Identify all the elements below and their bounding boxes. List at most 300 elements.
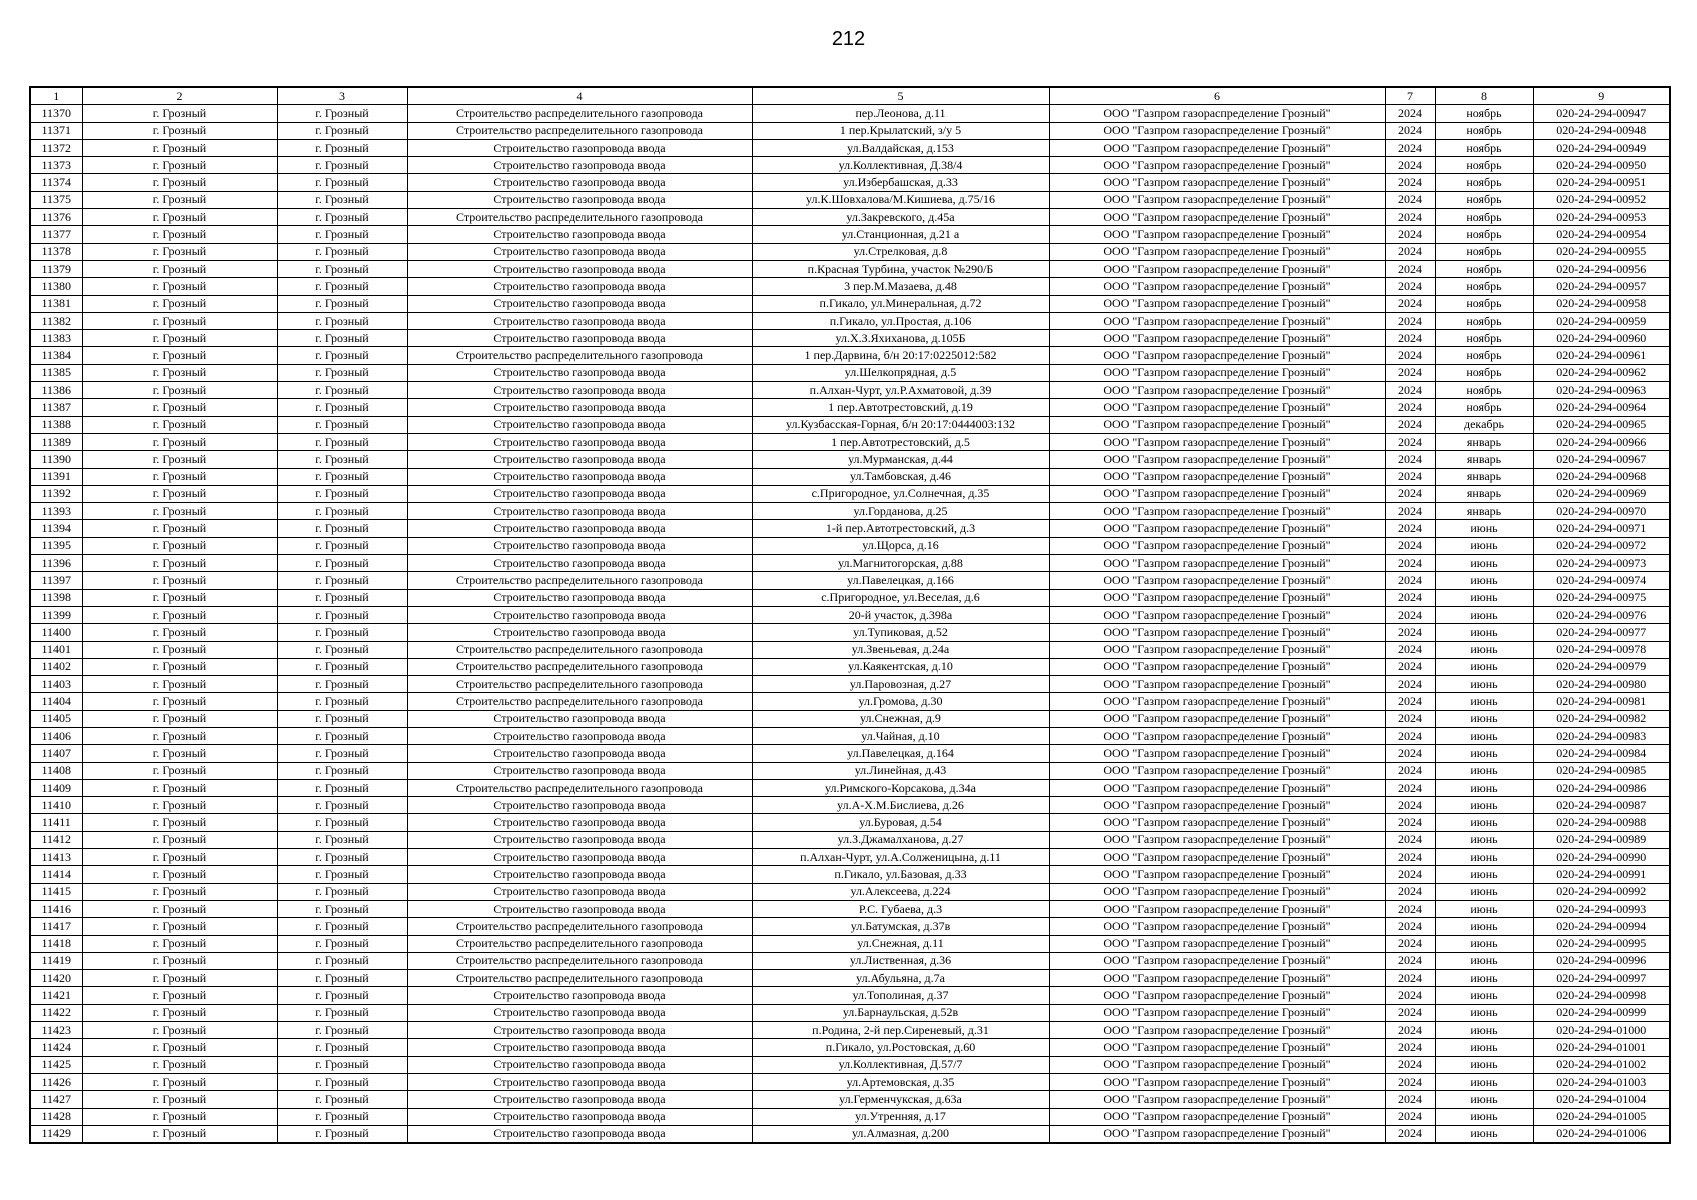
row-number-cell: 11429 [30, 1125, 82, 1143]
month-cell: июнь [1435, 1108, 1533, 1125]
row-number-cell: 11396 [30, 555, 82, 572]
organization-cell: ООО "Газпром газораспределение Грозный" [1049, 883, 1385, 900]
organization-cell: ООО "Газпром газораспределение Грозный" [1049, 797, 1385, 814]
registry-number-cell: 020-24-294-00977 [1533, 624, 1670, 641]
address-cell: ул.Павелецкая, д.166 [752, 572, 1049, 589]
organization-cell: ООО "Газпром газораспределение Грозный" [1049, 814, 1385, 831]
organization-cell: ООО "Газпром газораспределение Грозный" [1049, 589, 1385, 606]
region-cell: г. Грозный [82, 347, 277, 364]
city-cell: г. Грозный [277, 831, 407, 848]
city-cell: г. Грозный [277, 364, 407, 381]
organization-cell: ООО "Газпром газораспределение Грозный" [1049, 1039, 1385, 1056]
row-number-cell: 11382 [30, 312, 82, 329]
city-cell: г. Грозный [277, 935, 407, 952]
organization-cell: ООО "Газпром газораспределение Грозный" [1049, 503, 1385, 520]
row-number-cell: 11389 [30, 433, 82, 450]
year-cell: 2024 [1385, 295, 1435, 312]
organization-cell: ООО "Газпром газораспределение Грозный" [1049, 745, 1385, 762]
month-cell: январь [1435, 503, 1533, 520]
organization-cell: ООО "Газпром газораспределение Грозный" [1049, 485, 1385, 502]
work-type-cell: Строительство газопровода ввода [407, 1039, 752, 1056]
month-cell: январь [1435, 451, 1533, 468]
year-cell: 2024 [1385, 174, 1435, 191]
work-type-cell: Строительство распределительного газопровода [407, 122, 752, 139]
city-cell: г. Грозный [277, 1091, 407, 1108]
header-row [30, 87, 1670, 105]
city-cell: г. Грозный [277, 693, 407, 710]
registry-number-cell: 020-24-294-00949 [1533, 139, 1670, 156]
row-number-cell: 11379 [30, 260, 82, 277]
address-cell: ул.Алексеева, д.224 [752, 883, 1049, 900]
city-cell: г. Грозный [277, 589, 407, 606]
row-number-cell: 11428 [30, 1108, 82, 1125]
year-cell: 2024 [1385, 1022, 1435, 1039]
address-cell: ул.Алмазная, д.200 [752, 1125, 1049, 1143]
region-cell: г. Грозный [82, 555, 277, 572]
work-type-cell: Строительство газопровода ввода [407, 260, 752, 277]
work-type-cell: Строительство газопровода ввода [407, 364, 752, 381]
organization-cell: ООО "Газпром газораспределение Грозный" [1049, 122, 1385, 139]
work-type-cell: Строительство газопровода ввода [407, 900, 752, 917]
city-cell: г. Грозный [277, 555, 407, 572]
region-cell: г. Грозный [82, 1004, 277, 1021]
region-cell: г. Грозный [82, 1091, 277, 1108]
row-number-cell: 11404 [30, 693, 82, 710]
work-type-cell: Строительство газопровода ввода [407, 1004, 752, 1021]
work-type-cell: Строительство распределительного газопровода [407, 918, 752, 935]
row-number-cell: 11419 [30, 952, 82, 969]
registry-number-cell: 020-24-294-00981 [1533, 693, 1670, 710]
year-cell: 2024 [1385, 485, 1435, 502]
address-cell: ул.Артемовская, д.35 [752, 1073, 1049, 1090]
organization-cell: ООО "Газпром газораспределение Грозный" [1049, 174, 1385, 191]
address-cell: ул.Утренняя, д.17 [752, 1108, 1049, 1125]
table-row [30, 641, 1670, 658]
work-type-cell: Строительство газопровода ввода [407, 503, 752, 520]
month-cell: июнь [1435, 918, 1533, 935]
organization-cell: ООО "Газпром газораспределение Грозный" [1049, 105, 1385, 122]
table-row [30, 157, 1670, 174]
registry-number-cell: 020-24-294-00996 [1533, 952, 1670, 969]
city-cell: г. Грозный [277, 762, 407, 779]
registry-number-cell: 020-24-294-01002 [1533, 1056, 1670, 1073]
registry-number-cell: 020-24-294-00968 [1533, 468, 1670, 485]
region-cell: г. Грозный [82, 952, 277, 969]
month-cell: ноябрь [1435, 347, 1533, 364]
work-type-cell: Строительство газопровода ввода [407, 433, 752, 450]
table-row [30, 866, 1670, 883]
row-number-cell: 11391 [30, 468, 82, 485]
year-cell: 2024 [1385, 572, 1435, 589]
month-cell: июнь [1435, 676, 1533, 693]
region-cell: г. Грозный [82, 970, 277, 987]
month-cell: июнь [1435, 814, 1533, 831]
table-row [30, 1091, 1670, 1108]
table-row [30, 727, 1670, 744]
address-cell: 3 пер.М.Мазаева, д.48 [752, 278, 1049, 295]
year-cell: 2024 [1385, 555, 1435, 572]
row-number-cell: 11407 [30, 745, 82, 762]
address-cell: ул.Линейная, д.43 [752, 762, 1049, 779]
address-cell: Р.С. Губаева, д.3 [752, 900, 1049, 917]
table-row [30, 416, 1670, 433]
city-cell: г. Грозный [277, 139, 407, 156]
work-type-cell: Строительство газопровода ввода [407, 399, 752, 416]
region-cell: г. Грозный [82, 693, 277, 710]
month-cell: январь [1435, 433, 1533, 450]
month-cell: июнь [1435, 883, 1533, 900]
year-cell: 2024 [1385, 278, 1435, 295]
organization-cell: ООО "Газпром газораспределение Грозный" [1049, 572, 1385, 589]
month-cell: ноябрь [1435, 399, 1533, 416]
year-cell: 2024 [1385, 745, 1435, 762]
table-row [30, 745, 1670, 762]
region-cell: г. Грозный [82, 797, 277, 814]
address-cell: ул.Шелкопрядная, д.5 [752, 364, 1049, 381]
row-number-cell: 11386 [30, 382, 82, 399]
work-type-cell: Строительство газопровода ввода [407, 762, 752, 779]
address-cell: п.Гикало, ул.Базовая, д.33 [752, 866, 1049, 883]
row-number-cell: 11422 [30, 1004, 82, 1021]
organization-cell: ООО "Газпром газораспределение Грозный" [1049, 918, 1385, 935]
region-cell: г. Грозный [82, 572, 277, 589]
row-number-cell: 11410 [30, 797, 82, 814]
row-number-cell: 11394 [30, 520, 82, 537]
year-cell: 2024 [1385, 243, 1435, 260]
year-cell: 2024 [1385, 727, 1435, 744]
column-header: 7 [1385, 87, 1435, 105]
region-cell: г. Грозный [82, 831, 277, 848]
table-row [30, 779, 1670, 796]
city-cell: г. Грозный [277, 900, 407, 917]
registry-number-cell: 020-24-294-00991 [1533, 866, 1670, 883]
row-number-cell: 11402 [30, 658, 82, 675]
city-cell: г. Грозный [277, 1039, 407, 1056]
organization-cell: ООО "Газпром газораспределение Грозный" [1049, 330, 1385, 347]
organization-cell: ООО "Газпром газораспределение Грозный" [1049, 779, 1385, 796]
region-cell: г. Грозный [82, 883, 277, 900]
organization-cell: ООО "Газпром газораспределение Грозный" [1049, 1125, 1385, 1143]
table-row [30, 762, 1670, 779]
city-cell: г. Грозный [277, 347, 407, 364]
address-cell: п.Алхан-Чурт, ул.Р.Ахматовой, д.39 [752, 382, 1049, 399]
year-cell: 2024 [1385, 883, 1435, 900]
column-header: 1 [30, 87, 82, 105]
address-cell: 1 пер.Автотрестовский, д.5 [752, 433, 1049, 450]
city-cell: г. Грозный [277, 658, 407, 675]
work-type-cell: Строительство газопровода ввода [407, 987, 752, 1004]
row-number-cell: 11398 [30, 589, 82, 606]
registry-number-cell: 020-24-294-00994 [1533, 918, 1670, 935]
region-cell: г. Грозный [82, 762, 277, 779]
work-type-cell: Строительство распределительного газопровода [407, 952, 752, 969]
month-cell: ноябрь [1435, 174, 1533, 191]
table-row [30, 555, 1670, 572]
city-cell: г. Грозный [277, 1022, 407, 1039]
organization-cell: ООО "Газпром газораспределение Грозный" [1049, 416, 1385, 433]
work-type-cell: Строительство газопровода ввода [407, 1108, 752, 1125]
row-number-cell: 11371 [30, 122, 82, 139]
address-cell: ул.Х.З.Яхиханова, д.105Б [752, 330, 1049, 347]
month-cell: июнь [1435, 762, 1533, 779]
region-cell: г. Грозный [82, 658, 277, 675]
table-body [30, 105, 1670, 1143]
organization-cell: ООО "Газпром газораспределение Грозный" [1049, 866, 1385, 883]
region-cell: г. Грозный [82, 330, 277, 347]
year-cell: 2024 [1385, 537, 1435, 554]
table-row [30, 1125, 1670, 1143]
work-type-cell: Строительство газопровода ввода [407, 831, 752, 848]
city-cell: г. Грозный [277, 260, 407, 277]
registry-number-cell: 020-24-294-00984 [1533, 745, 1670, 762]
registry-number-cell: 020-24-294-00976 [1533, 606, 1670, 623]
city-cell: г. Грозный [277, 987, 407, 1004]
year-cell: 2024 [1385, 433, 1435, 450]
work-type-cell: Строительство газопровода ввода [407, 191, 752, 208]
year-cell: 2024 [1385, 157, 1435, 174]
organization-cell: ООО "Газпром газораспределение Грозный" [1049, 641, 1385, 658]
address-cell: ул.Стрелковая, д.8 [752, 243, 1049, 260]
month-cell: июнь [1435, 1056, 1533, 1073]
month-cell: январь [1435, 468, 1533, 485]
table-row [30, 399, 1670, 416]
year-cell: 2024 [1385, 1125, 1435, 1143]
month-cell: июнь [1435, 1022, 1533, 1039]
address-cell: ул.Щорса, д.16 [752, 537, 1049, 554]
address-cell: ул.Кузбасская-Горная, б/н 20:17:0444003:132 [752, 416, 1049, 433]
region-cell: г. Грозный [82, 745, 277, 762]
table-row [30, 139, 1670, 156]
organization-cell: ООО "Газпром газораспределение Грозный" [1049, 676, 1385, 693]
work-type-cell: Строительство газопровода ввода [407, 606, 752, 623]
work-type-cell: Строительство распределительного газопровода [407, 347, 752, 364]
registry-number-cell: 020-24-294-00988 [1533, 814, 1670, 831]
region-cell: г. Грозный [82, 918, 277, 935]
table-row [30, 987, 1670, 1004]
row-number-cell: 11375 [30, 191, 82, 208]
work-type-cell: Строительство газопровода ввода [407, 243, 752, 260]
year-cell: 2024 [1385, 779, 1435, 796]
work-type-cell: Строительство газопровода ввода [407, 745, 752, 762]
organization-cell: ООО "Газпром газораспределение Грозный" [1049, 295, 1385, 312]
row-number-cell: 11384 [30, 347, 82, 364]
organization-cell: ООО "Газпром газораспределение Грозный" [1049, 226, 1385, 243]
year-cell: 2024 [1385, 849, 1435, 866]
region-cell: г. Грозный [82, 866, 277, 883]
year-cell: 2024 [1385, 676, 1435, 693]
column-header: 8 [1435, 87, 1533, 105]
month-cell: июнь [1435, 606, 1533, 623]
city-cell: г. Грозный [277, 399, 407, 416]
month-cell: июнь [1435, 658, 1533, 675]
city-cell: г. Грозный [277, 1073, 407, 1090]
year-cell: 2024 [1385, 762, 1435, 779]
month-cell: декабрь [1435, 416, 1533, 433]
row-number-cell: 11373 [30, 157, 82, 174]
work-type-cell: Строительство распределительного газопровода [407, 572, 752, 589]
page-number: 212 [831, 28, 866, 50]
work-type-cell: Строительство газопровода ввода [407, 174, 752, 191]
registry-number-cell: 020-24-294-00993 [1533, 900, 1670, 917]
registry-number-cell: 020-24-294-00978 [1533, 641, 1670, 658]
month-cell: ноябрь [1435, 382, 1533, 399]
registry-table [29, 86, 1671, 1144]
region-cell: г. Грозный [82, 935, 277, 952]
year-cell: 2024 [1385, 399, 1435, 416]
table-row [30, 970, 1670, 987]
address-cell: ул.К.Шовхалова/М.Кишиева, д.75/16 [752, 191, 1049, 208]
work-type-cell: Строительство газопровода ввода [407, 883, 752, 900]
organization-cell: ООО "Газпром газораспределение Грозный" [1049, 139, 1385, 156]
table-row [30, 572, 1670, 589]
month-cell: июнь [1435, 849, 1533, 866]
registry-number-cell: 020-24-294-00962 [1533, 364, 1670, 381]
table-row [30, 364, 1670, 381]
work-type-cell: Строительство газопровода ввода [407, 537, 752, 554]
registry-number-cell: 020-24-294-00986 [1533, 779, 1670, 796]
address-cell: п.Гикало, ул.Минеральная, д.72 [752, 295, 1049, 312]
month-cell: июнь [1435, 1004, 1533, 1021]
city-cell: г. Грозный [277, 797, 407, 814]
region-cell: г. Грозный [82, 226, 277, 243]
city-cell: г. Грозный [277, 174, 407, 191]
month-cell: июнь [1435, 935, 1533, 952]
table-row [30, 382, 1670, 399]
year-cell: 2024 [1385, 260, 1435, 277]
year-cell: 2024 [1385, 364, 1435, 381]
year-cell: 2024 [1385, 451, 1435, 468]
address-cell: 1 пер.Дарвина, б/н 20:17:0225012:582 [752, 347, 1049, 364]
city-cell: г. Грозный [277, 779, 407, 796]
region-cell: г. Грозный [82, 364, 277, 381]
month-cell: ноябрь [1435, 260, 1533, 277]
row-number-cell: 11393 [30, 503, 82, 520]
year-cell: 2024 [1385, 831, 1435, 848]
registry-number-cell: 020-24-294-00967 [1533, 451, 1670, 468]
region-cell: г. Грозный [82, 503, 277, 520]
region-cell: г. Грозный [82, 900, 277, 917]
address-cell: с.Пригородное, ул.Веселая, д.6 [752, 589, 1049, 606]
organization-cell: ООО "Газпром газораспределение Грозный" [1049, 624, 1385, 641]
address-cell: ул.Абульяна, д.7а [752, 970, 1049, 987]
organization-cell: ООО "Газпром газораспределение Грозный" [1049, 260, 1385, 277]
work-type-cell: Строительство газопровода ввода [407, 330, 752, 347]
column-header: 5 [752, 87, 1049, 105]
address-cell: ул.А-Х.М.Бислиева, д.26 [752, 797, 1049, 814]
address-cell: ул.Буровая, д.54 [752, 814, 1049, 831]
address-cell: с.Пригородное, ул.Солнечная, д.35 [752, 485, 1049, 502]
month-cell: ноябрь [1435, 122, 1533, 139]
work-type-cell: Строительство газопровода ввода [407, 468, 752, 485]
address-cell: ул.Чайная, д.10 [752, 727, 1049, 744]
work-type-cell: Строительство газопровода ввода [407, 797, 752, 814]
year-cell: 2024 [1385, 693, 1435, 710]
organization-cell: ООО "Газпром газораспределение Грозный" [1049, 952, 1385, 969]
city-cell: г. Грозный [277, 710, 407, 727]
organization-cell: ООО "Газпром газораспределение Грозный" [1049, 382, 1385, 399]
month-cell: ноябрь [1435, 330, 1533, 347]
work-type-cell: Строительство газопровода ввода [407, 485, 752, 502]
city-cell: г. Грозный [277, 849, 407, 866]
month-cell: июнь [1435, 624, 1533, 641]
row-number-cell: 11385 [30, 364, 82, 381]
address-cell: ул.Звеньевая, д.24а [752, 641, 1049, 658]
city-cell: г. Грозный [277, 330, 407, 347]
table-row [30, 122, 1670, 139]
city-cell: г. Грозный [277, 382, 407, 399]
month-cell: ноябрь [1435, 226, 1533, 243]
region-cell: г. Грозный [82, 1022, 277, 1039]
year-cell: 2024 [1385, 468, 1435, 485]
table-row [30, 849, 1670, 866]
table-row [30, 814, 1670, 831]
row-number-cell: 11400 [30, 624, 82, 641]
row-number-cell: 11392 [30, 485, 82, 502]
work-type-cell: Строительство газопровода ввода [407, 451, 752, 468]
work-type-cell: Строительство газопровода ввода [407, 139, 752, 156]
city-cell: г. Грозный [277, 433, 407, 450]
year-cell: 2024 [1385, 191, 1435, 208]
address-cell: 20-й участок, д.398а [752, 606, 1049, 623]
registry-number-cell: 020-24-294-00955 [1533, 243, 1670, 260]
month-cell: июнь [1435, 572, 1533, 589]
registry-number-cell: 020-24-294-00990 [1533, 849, 1670, 866]
organization-cell: ООО "Газпром газораспределение Грозный" [1049, 900, 1385, 917]
organization-cell: ООО "Газпром газораспределение Грозный" [1049, 1004, 1385, 1021]
work-type-cell: Строительство газопровода ввода [407, 1091, 752, 1108]
organization-cell: ООО "Газпром газораспределение Грозный" [1049, 762, 1385, 779]
address-cell: 1-й пер.Автотрестовский, д.3 [752, 520, 1049, 537]
registry-number-cell: 020-24-294-01004 [1533, 1091, 1670, 1108]
column-header: 2 [82, 87, 277, 105]
city-cell: г. Грозный [277, 883, 407, 900]
table-row [30, 260, 1670, 277]
region-cell: г. Грозный [82, 433, 277, 450]
month-cell: июнь [1435, 1073, 1533, 1090]
month-cell: июнь [1435, 727, 1533, 744]
region-cell: г. Грозный [82, 814, 277, 831]
address-cell: ул.Громова, д.30 [752, 693, 1049, 710]
month-cell: июнь [1435, 1125, 1533, 1143]
address-cell: ул.Герменчукская, д.63а [752, 1091, 1049, 1108]
month-cell: ноябрь [1435, 139, 1533, 156]
region-cell: г. Грозный [82, 122, 277, 139]
organization-cell: ООО "Газпром газораспределение Грозный" [1049, 1056, 1385, 1073]
work-type-cell: Строительство распределительного газопровода [407, 970, 752, 987]
row-number-cell: 11380 [30, 278, 82, 295]
city-cell: г. Грозный [277, 468, 407, 485]
month-cell: январь [1435, 485, 1533, 502]
region-cell: г. Грозный [82, 1039, 277, 1056]
row-number-cell: 11414 [30, 866, 82, 883]
month-cell: июнь [1435, 831, 1533, 848]
registry-number-cell: 020-24-294-00969 [1533, 485, 1670, 502]
work-type-cell: Строительство газопровода ввода [407, 312, 752, 329]
table-row [30, 451, 1670, 468]
work-type-cell: Строительство газопровода ввода [407, 1056, 752, 1073]
work-type-cell: Строительство распределительного газопровода [407, 209, 752, 226]
address-cell: п.Гикало, ул.Простая, д.106 [752, 312, 1049, 329]
organization-cell: ООО "Газпром газораспределение Грозный" [1049, 849, 1385, 866]
organization-cell: ООО "Газпром газораспределение Грозный" [1049, 555, 1385, 572]
month-cell: июнь [1435, 589, 1533, 606]
year-cell: 2024 [1385, 1108, 1435, 1125]
region-cell: г. Грозный [82, 779, 277, 796]
month-cell: июнь [1435, 970, 1533, 987]
registry-number-cell: 020-24-294-00966 [1533, 433, 1670, 450]
registry-number-cell: 020-24-294-00995 [1533, 935, 1670, 952]
region-cell: г. Грозный [82, 295, 277, 312]
